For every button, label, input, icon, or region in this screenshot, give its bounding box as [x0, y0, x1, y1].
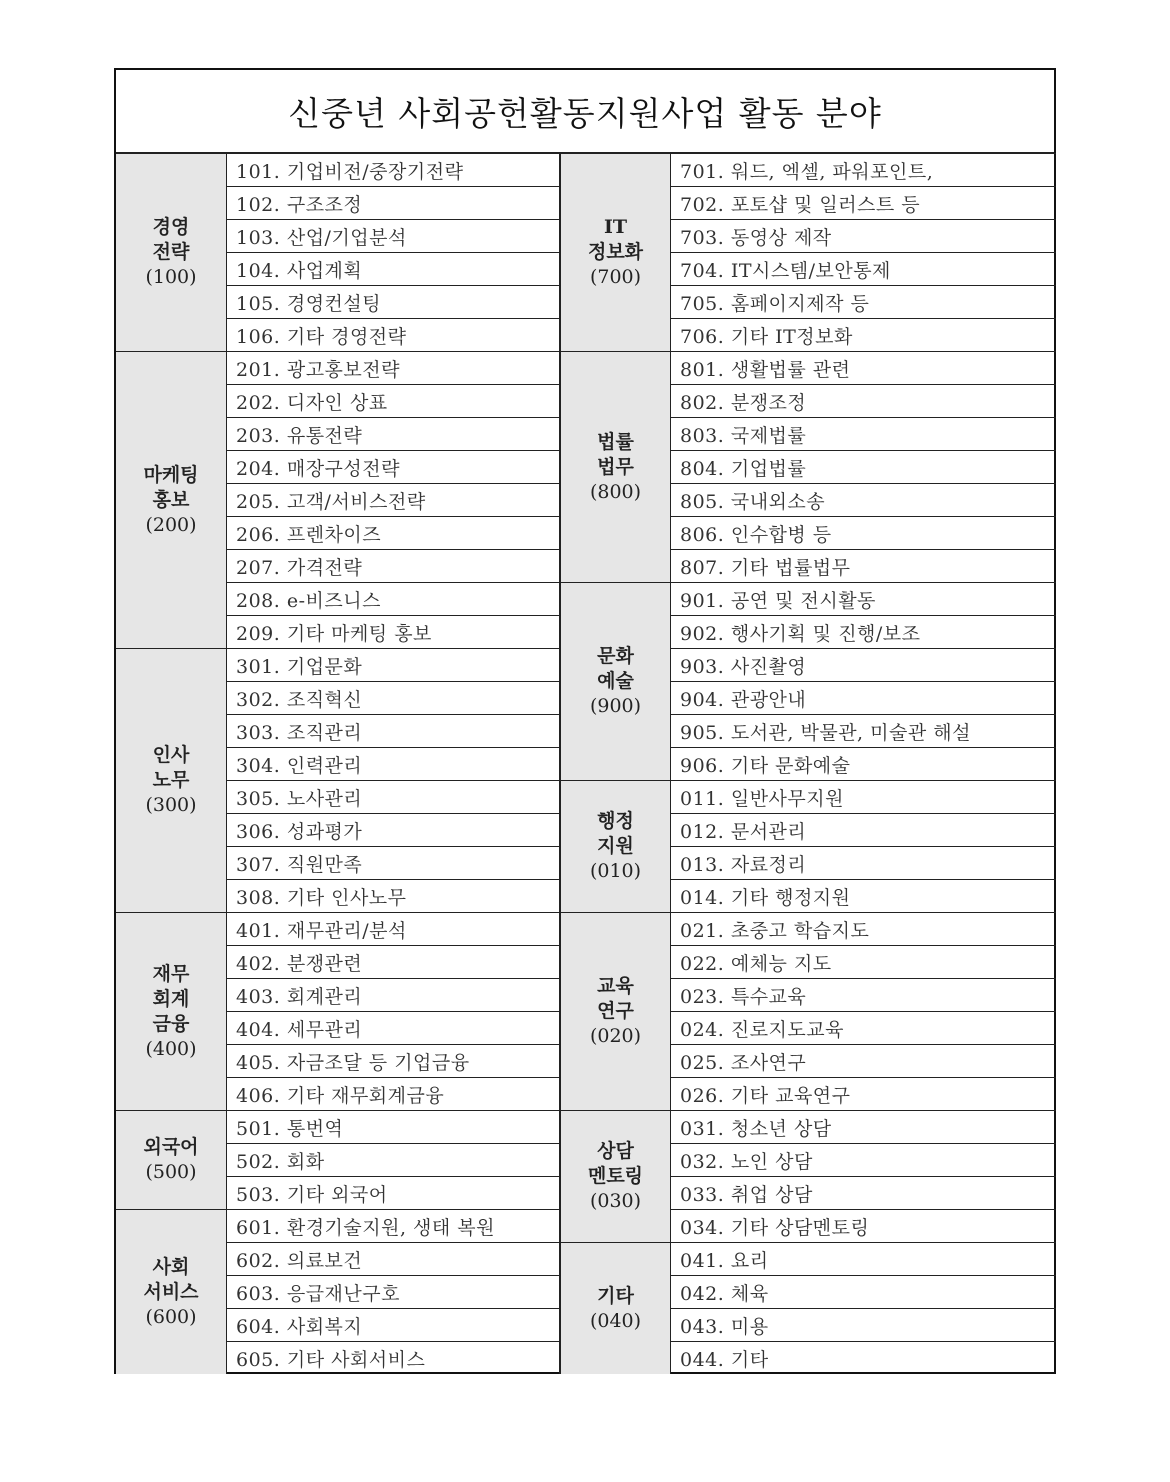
- category-name-line: 행정: [597, 810, 634, 832]
- category-group: [116, 1110, 560, 1209]
- category-group: [116, 153, 560, 351]
- category-name-line: 멘토링: [587, 1165, 644, 1187]
- activity-item: 703. 동영상 제작: [671, 219, 1056, 252]
- activity-item: 807. 기타 법률법무: [671, 549, 1056, 582]
- activity-item: 904. 관광안내: [671, 681, 1056, 714]
- category-code: (030): [589, 1190, 642, 1212]
- category-name-line: 법률: [597, 430, 634, 453]
- activity-item: 301. 기업문화: [227, 648, 559, 681]
- category-name-line: 지원: [597, 835, 634, 857]
- category-label: [116, 1110, 227, 1209]
- category-name-line: 인사: [152, 744, 190, 766]
- activity-item: 602. 의료보건: [227, 1242, 559, 1275]
- category-code: (200): [145, 513, 197, 536]
- activity-item: 026. 기타 교육연구: [671, 1077, 1056, 1110]
- activity-item: 201. 광고홍보전략: [227, 351, 559, 384]
- category-label: [116, 153, 227, 351]
- category-name-line: 재무: [152, 962, 190, 985]
- category-items: [671, 780, 1056, 912]
- activity-item: 803. 국제법률: [671, 417, 1056, 450]
- activity-item: 303. 조직관리: [227, 714, 559, 747]
- category-label: [560, 153, 671, 351]
- category-name-line: 교육: [597, 975, 634, 997]
- category-code: (300): [145, 794, 197, 816]
- category-items: [671, 1242, 1056, 1374]
- activity-item: 106. 기타 경영전략: [227, 318, 559, 351]
- category-code: (020): [589, 1025, 642, 1047]
- category-group: [116, 648, 560, 912]
- category-code: (500): [145, 1161, 197, 1183]
- category-name-line: 문화: [597, 645, 634, 667]
- activity-item: 401. 재무관리/분석: [227, 912, 559, 945]
- activity-item: 014. 기타 행정지원: [671, 879, 1056, 912]
- document-title: 신중년 사회공헌활동지원사업 활동 분야: [116, 70, 1054, 153]
- category-group: [560, 1110, 1056, 1242]
- activity-item: 601. 환경기술지원, 생태 복원: [227, 1209, 559, 1242]
- activity-item: 906. 기타 문화예술: [671, 747, 1056, 780]
- category-items: [671, 912, 1056, 1110]
- activity-item: 402. 분쟁관련: [227, 945, 559, 978]
- category-group: [116, 1209, 560, 1374]
- category-code: (800): [589, 480, 642, 503]
- category-label: [560, 1242, 671, 1374]
- activity-item: 207. 가격전략: [227, 549, 559, 582]
- category-items: [671, 582, 1056, 780]
- activity-item: 304. 인력관리: [227, 747, 559, 780]
- category-code: (010): [589, 860, 642, 882]
- activity-item: 502. 회화: [227, 1143, 559, 1176]
- activity-item: 306. 성과평가: [227, 813, 559, 846]
- activity-item: 701. 워드, 엑셀, 파워포인트,: [671, 153, 1056, 186]
- category-label: [560, 912, 671, 1110]
- category-name-line: 전략: [152, 241, 190, 263]
- category-name-line: 예술: [597, 670, 634, 692]
- activity-item: 033. 취업 상담: [671, 1176, 1056, 1209]
- category-items: [227, 153, 560, 351]
- right-column: [560, 153, 1056, 1374]
- category-label: [560, 1110, 671, 1242]
- category-items: [227, 648, 560, 912]
- activity-item: 702. 포토샵 및 일러스트 등: [671, 186, 1056, 219]
- category-name-line: 사회: [152, 1255, 190, 1278]
- category-group: [560, 1242, 1056, 1374]
- activity-item: 101. 기업비전/중장기전략: [227, 153, 559, 186]
- activity-item: 406. 기타 재무회계금융: [227, 1077, 559, 1110]
- activity-item: 104. 사업계획: [227, 252, 559, 285]
- activity-item: 801. 생활법률 관련: [671, 351, 1056, 384]
- category-items: [671, 153, 1056, 351]
- category-items: [227, 912, 560, 1110]
- activity-item: 603. 응급재난구호: [227, 1275, 559, 1308]
- category-label: [116, 648, 227, 912]
- activity-item: 706. 기타 IT정보화: [671, 318, 1056, 351]
- category-name-line: 연구: [597, 1000, 634, 1022]
- category-code: (100): [145, 266, 197, 288]
- category-label: [560, 582, 671, 780]
- category-name-line: 상담: [597, 1140, 634, 1162]
- category-label: [116, 351, 227, 648]
- activity-item: 034. 기타 상담멘토링: [671, 1209, 1056, 1242]
- activity-item: 704. IT시스템/보안통제: [671, 252, 1056, 285]
- activity-item: 503. 기타 외국어: [227, 1176, 559, 1209]
- category-group: [560, 351, 1056, 582]
- activity-item: 902. 행사기획 및 진행/보조: [671, 615, 1056, 648]
- activity-item: 102. 구조조정: [227, 186, 559, 219]
- activity-item: 031. 청소년 상담: [671, 1110, 1056, 1143]
- left-column: [116, 153, 560, 1374]
- category-group: [560, 153, 1056, 351]
- category-label: [560, 351, 671, 582]
- category-name-line: 기타: [597, 1284, 634, 1307]
- activity-item: 042. 체육: [671, 1275, 1056, 1308]
- category-group: [560, 912, 1056, 1110]
- activity-item: 604. 사회복지: [227, 1308, 559, 1341]
- activity-item: 905. 도서관, 박물관, 미술관 해설: [671, 714, 1056, 747]
- activity-item: 202. 디자인 상표: [227, 384, 559, 417]
- category-name-line: 정보화: [587, 241, 644, 263]
- category-name-line: 경영: [152, 216, 190, 238]
- activity-item: 403. 회계관리: [227, 978, 559, 1011]
- activity-item: 404. 세무관리: [227, 1011, 559, 1044]
- category-code: (040): [589, 1309, 642, 1332]
- activity-item: 041. 요리: [671, 1242, 1056, 1275]
- activity-item: 705. 홈페이지제작 등: [671, 285, 1056, 318]
- category-group: [116, 912, 560, 1110]
- activity-item: 021. 초중고 학습지도: [671, 912, 1056, 945]
- category-items: [671, 1110, 1056, 1242]
- activity-item: 044. 기타: [671, 1341, 1056, 1374]
- activity-item: 302. 조직혁신: [227, 681, 559, 714]
- activity-item: 804. 기업법률: [671, 450, 1056, 483]
- activity-item: 307. 직원만족: [227, 846, 559, 879]
- activity-item: 105. 경영컨설팅: [227, 285, 559, 318]
- activity-item: 209. 기타 마케팅 홍보: [227, 615, 559, 648]
- activity-item: 605. 기타 사회서비스: [227, 1341, 559, 1374]
- activity-item: 903. 사진촬영: [671, 648, 1056, 681]
- activity-item: 405. 자금조달 등 기업금융: [227, 1044, 559, 1077]
- category-label: [116, 912, 227, 1110]
- category-name-line: 회계: [152, 987, 190, 1010]
- activity-item: 305. 노사관리: [227, 780, 559, 813]
- activity-fields-table: [114, 68, 1056, 1374]
- category-items: [227, 351, 560, 648]
- category-label: [560, 780, 671, 912]
- activity-item: 012. 문서관리: [671, 813, 1056, 846]
- category-label: [116, 1209, 227, 1374]
- category-name-line: 홍보: [152, 488, 190, 511]
- category-items: [671, 351, 1056, 582]
- category-group: [560, 582, 1056, 780]
- activity-item: 025. 조사연구: [671, 1044, 1056, 1077]
- category-code: (900): [589, 695, 642, 717]
- activity-item: 011. 일반사무지원: [671, 780, 1056, 813]
- category-group: [116, 351, 560, 648]
- category-name-line: 노무: [152, 769, 190, 791]
- activity-item: 802. 분쟁조정: [671, 384, 1056, 417]
- activity-item: 205. 고객/서비스전략: [227, 483, 559, 516]
- category-code: (700): [589, 266, 642, 288]
- activity-item: 204. 매장구성전략: [227, 450, 559, 483]
- category-name-line: IT: [603, 216, 628, 238]
- activity-item: 022. 예체능 지도: [671, 945, 1056, 978]
- activity-item: 806. 인수합병 등: [671, 516, 1056, 549]
- activity-item: 032. 노인 상담: [671, 1143, 1056, 1176]
- category-name-line: 외국어: [143, 1136, 199, 1158]
- category-code: (400): [145, 1037, 197, 1060]
- activity-item: 203. 유통전략: [227, 417, 559, 450]
- activity-item: 308. 기타 인사노무: [227, 879, 559, 912]
- category-name-line: 서비스: [143, 1280, 199, 1303]
- activity-item: 043. 미용: [671, 1308, 1056, 1341]
- activity-item: 013. 자료정리: [671, 846, 1056, 879]
- category-code: (600): [145, 1305, 197, 1328]
- activity-item: 103. 산업/기업분석: [227, 219, 559, 252]
- category-name-line: 법무: [597, 455, 634, 478]
- category-name-line: 마케팅: [143, 463, 199, 486]
- category-items: [227, 1209, 560, 1374]
- activity-item: 901. 공연 및 전시활동: [671, 582, 1056, 615]
- activity-item: 024. 진로지도교육: [671, 1011, 1056, 1044]
- activity-item: 208. e-비즈니스: [227, 582, 559, 615]
- activity-item: 805. 국내외소송: [671, 483, 1056, 516]
- category-items: [227, 1110, 560, 1209]
- category-name-line: 금융: [152, 1012, 190, 1035]
- activity-item: 501. 통번역: [227, 1110, 559, 1143]
- activity-item: 206. 프렌차이즈: [227, 516, 559, 549]
- activity-item: 023. 특수교육: [671, 978, 1056, 1011]
- category-group: [560, 780, 1056, 912]
